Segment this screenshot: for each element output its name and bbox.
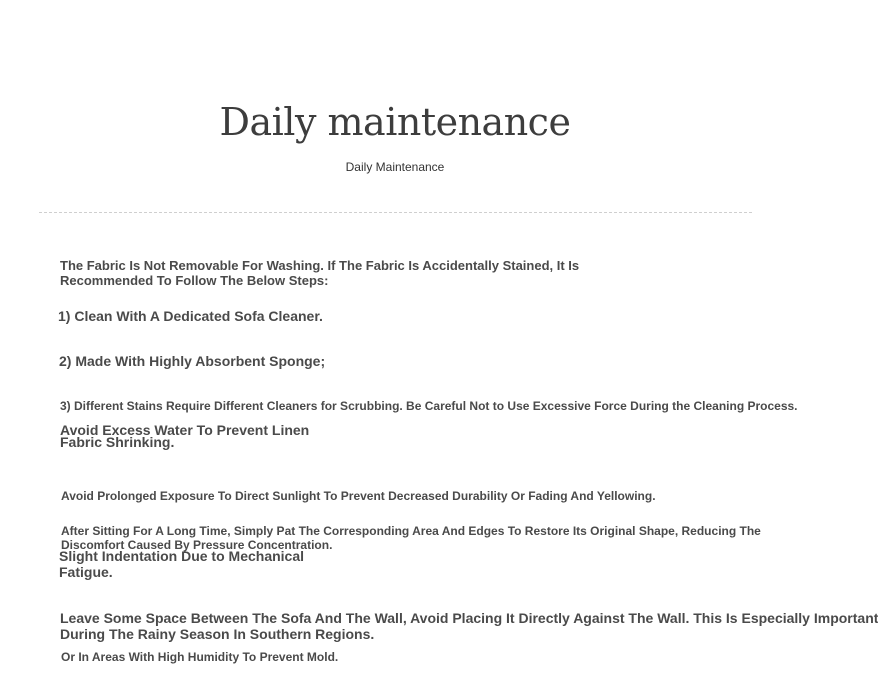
wall-space-text-line-2: During The Rainy Season In Southern Regions. bbox=[60, 626, 375, 642]
water-text-line-1: Avoid Excess Water To Prevent Linen bbox=[60, 422, 310, 438]
wall-space-text-line-1: Leave Some Space Between The Sofa And The Wall, Avoid Placing It Directly Against The Wall. This Is Especially Important bbox=[60, 610, 878, 626]
humidity-text: Or In Areas With High Humidity To Prevent Mold. bbox=[61, 650, 339, 664]
page-subtitle: Daily Maintenance bbox=[345, 160, 445, 174]
step-2-text: 2) Made With Highly Absorbent Sponge; bbox=[59, 353, 326, 369]
indentation-text-line-2: Fatigue. bbox=[59, 564, 113, 580]
page-title: Daily maintenance bbox=[219, 100, 571, 144]
water-text-line-2: Fabric Shrinking. bbox=[60, 434, 175, 450]
sitting-text-line-1: After Sitting For A Long Time, Simply Pat The Corresponding Area And Edges To Restore Its Original Shape, Reducing The bbox=[61, 524, 761, 538]
step-1-text: 1) Clean With A Dedicated Sofa Cleaner. bbox=[58, 308, 323, 324]
indentation-text-line-1: Slight Indentation Due to Mechanical bbox=[59, 548, 305, 564]
sitting-text-line-2: Discomfort Caused By Pressure Concentration. bbox=[61, 538, 333, 552]
intro-text-line-2: Recommended To Follow The Below Steps: bbox=[60, 273, 329, 288]
step-3-text: 3) Different Stains Require Different Cleaners for Scrubbing. Be Careful Not to Use Excessive Force During the Cleaning Process. bbox=[60, 399, 798, 413]
section-divider bbox=[39, 212, 752, 213]
intro-text-line-1: The Fabric Is Not Removable For Washing. If The Fabric Is Accidentally Stained, It Is bbox=[60, 258, 580, 273]
sunlight-text: Avoid Prolonged Exposure To Direct Sunlight To Prevent Decreased Durability Or Fading And Yellowing. bbox=[61, 489, 656, 503]
